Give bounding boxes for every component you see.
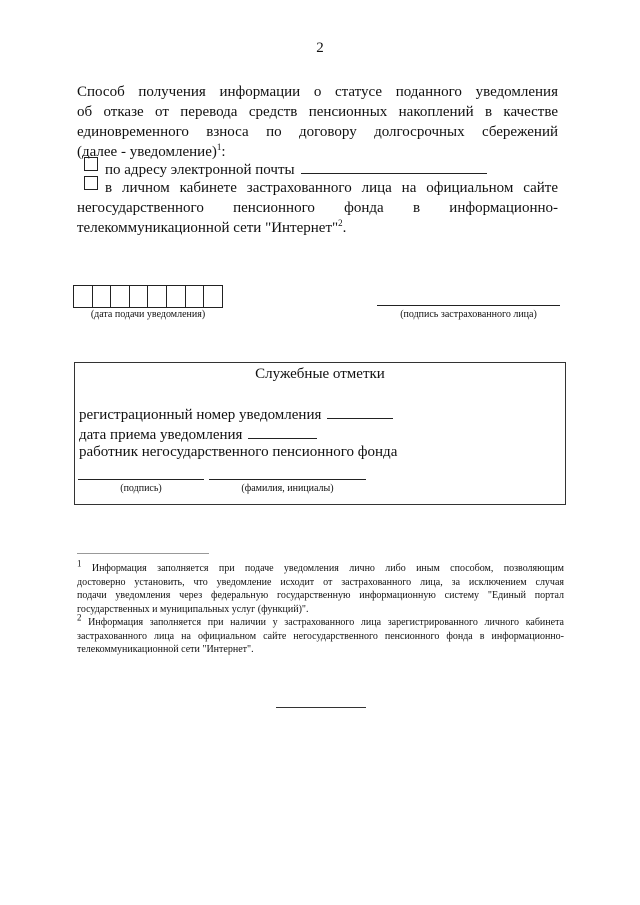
footnote-2-line-3: телекоммуникационной сети "Интернет".	[77, 644, 254, 655]
footnote-2-line-2: застрахованного лица на официальном сайте негосударственного пенсионного фонда в информационно-	[77, 630, 564, 642]
date-digit-cell[interactable]	[148, 286, 167, 307]
submission-date-boxes[interactable]	[73, 285, 223, 308]
reg-number-field[interactable]	[327, 405, 393, 419]
email-option-label: по адресу электронной почты	[105, 162, 295, 178]
end-of-page-rule	[276, 707, 366, 708]
cabinet-option-checkbox[interactable]	[84, 176, 98, 190]
cabinet-option-line-1: в личном кабинете застрахованного лица на официальном сайте	[105, 180, 558, 196]
office-marks-title: Служебные отметки	[255, 366, 385, 382]
cabinet-option-line-1-wrap	[105, 178, 558, 198]
footnote-separator	[77, 553, 209, 554]
intro-line-4-text: (далее - уведомление)	[77, 144, 217, 160]
date-digit-cell[interactable]	[111, 286, 130, 307]
footnote-1-line-1-text: Информация заполняется при подаче уведомления лично либо иным способом, позволяющим	[91, 563, 564, 574]
intro-line-2: об отказе от перевода средств пенсионных накоплений в качестве	[77, 104, 558, 120]
reg-number-row	[79, 405, 393, 424]
footnote-1-line-1	[77, 558, 564, 576]
applicant-signature-line[interactable]	[377, 305, 560, 306]
date-digit-cell[interactable]	[74, 286, 93, 307]
employee-name-line[interactable]	[209, 479, 366, 480]
applicant-signature-caption: (подпись застрахованного лица)	[400, 309, 537, 320]
cabinet-option-line-3-end: .	[342, 220, 347, 236]
intro-line-1: Способ получения информации о статусе поданного уведомления	[77, 84, 558, 100]
footnote-1-line-2: достоверно установить, что уведомление исходит от застрахованного лица, за исключением случая	[77, 576, 564, 588]
employee-name-caption: (фамилия, инициалы)	[241, 483, 334, 494]
footnote-2-mark: 2	[77, 612, 82, 623]
date-digit-cell[interactable]	[186, 286, 205, 307]
reg-number-label: регистрационный номер уведомления	[79, 407, 322, 423]
date-digit-cell[interactable]	[167, 286, 186, 307]
date-digit-cell[interactable]	[130, 286, 149, 307]
page-number: 2	[316, 40, 324, 56]
intro-paragraph	[77, 82, 558, 162]
receipt-date-row	[79, 425, 317, 444]
email-option	[105, 160, 487, 178]
footnote-1-line-4: государственных и муниципальных услуг (функций)".	[77, 603, 309, 615]
intro-line-4	[77, 142, 558, 162]
footnote-1-mark: 1	[77, 558, 82, 569]
employee-label: работник негосударственного пенсионного фонда	[79, 444, 398, 460]
receipt-date-field[interactable]	[248, 425, 317, 439]
email-option-checkbox[interactable]	[84, 157, 98, 171]
employee-signature-caption: (подпись)	[120, 483, 162, 494]
intro-line-4-end: :	[221, 144, 226, 160]
footnote-2-line-1-text: Информация заполняется при наличии у застрахованного лица зарегистрированного личного кабинета	[88, 617, 565, 628]
cabinet-option-line-3	[77, 218, 558, 238]
email-address-field[interactable]	[301, 160, 487, 174]
footnote-2-line-1	[77, 612, 565, 630]
footnote-ref-2: 2	[338, 218, 343, 228]
cabinet-option-line-2: негосударственного пенсионного фонда в информационно-	[77, 200, 558, 216]
footnote-2	[77, 612, 565, 657]
receipt-date-label: дата приема уведомления	[79, 427, 243, 443]
footnote-ref-1: 1	[216, 142, 222, 152]
intro-line-3: единовременного взноса по договору долгосрочных сбережений	[77, 124, 558, 140]
footnote-1-line-3: подачи уведомления через федеральную государственную информационную систему "Единый портал	[77, 590, 564, 601]
cabinet-option-rest	[77, 198, 558, 238]
date-digit-cell[interactable]	[204, 286, 223, 307]
footnote-1	[77, 558, 564, 616]
employee-signature-line[interactable]	[78, 479, 204, 480]
submission-date-caption: (дата подачи уведомления)	[90, 309, 206, 320]
date-digit-cell[interactable]	[93, 286, 112, 307]
cabinet-option-line-3-text: телекоммуникационной сети "Интернет"	[77, 220, 339, 236]
